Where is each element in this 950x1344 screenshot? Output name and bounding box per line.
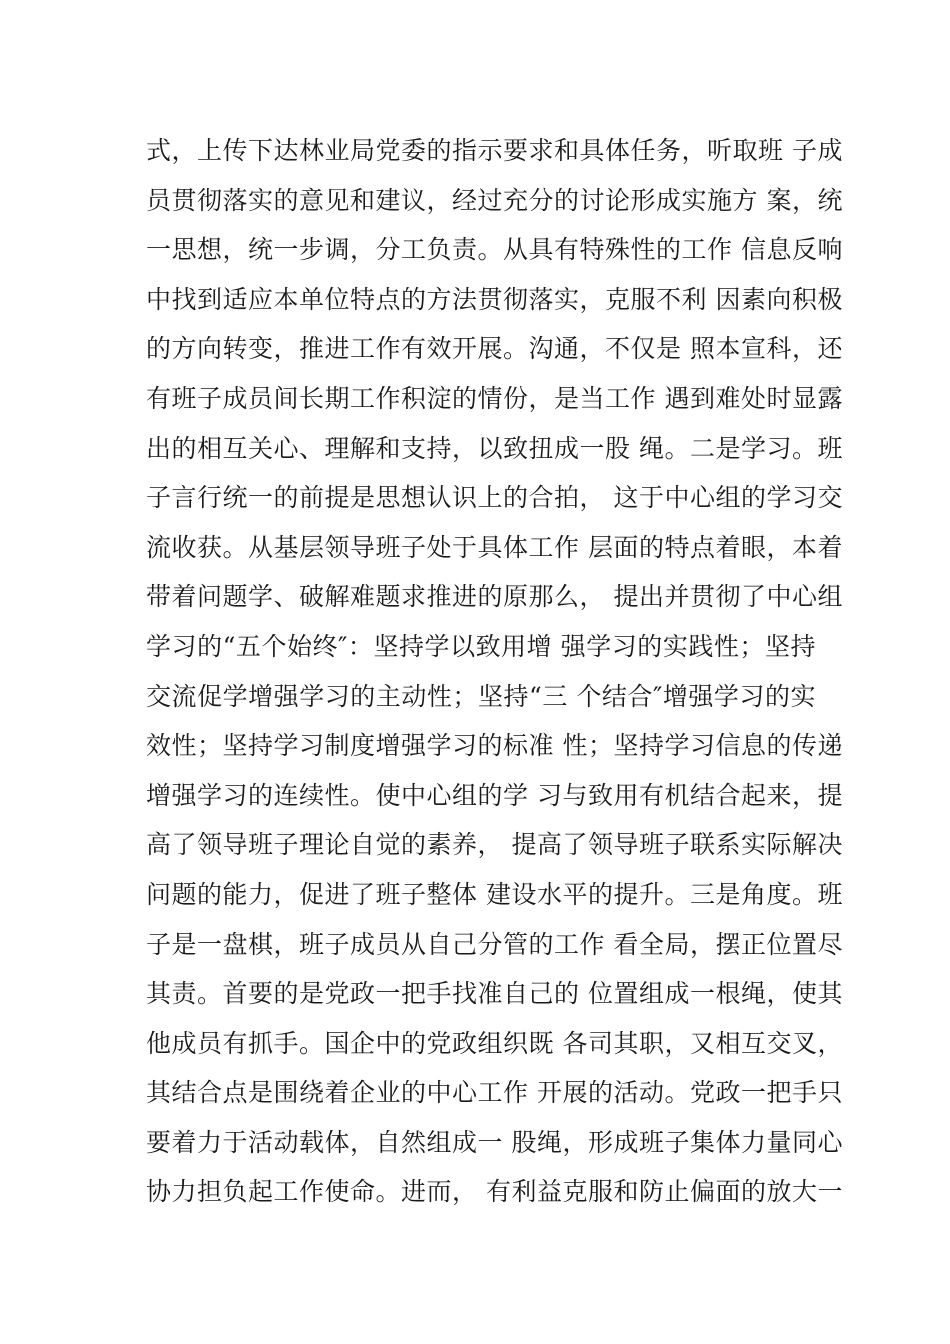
text-line: 一思想，统一步调，分工负责。从具有特殊性的工作 信息反响 bbox=[146, 235, 843, 265]
text-line: 效性；坚持学习制度增强学习的标准 性；坚持学习信息的传递 bbox=[146, 731, 843, 761]
text-line: 流收获。从基层领导班子处于具体工作 层面的特点着眼，本着 bbox=[146, 532, 843, 562]
text-line: 带着问题学、破解难题求推进的原那么， 提出并贯彻了中心组 bbox=[146, 582, 843, 612]
text-line: 有班子成员间长期工作积淀的情份，是当工作 遇到难处时显露 bbox=[146, 383, 843, 413]
text-line: 要着力于活动载体，自然组成一 股绳，形成班子集体力量同心 bbox=[146, 1127, 843, 1157]
text-line: 其责。首要的是党政一把手找准自己的 位置组成一根绳，使其 bbox=[146, 979, 843, 1009]
text-line: 其结合点是围绕着企业的中心工作 开展的活动。党政一把手只 bbox=[146, 1078, 843, 1108]
text-line: 子言行统一的前提是思想认识上的合拍， 这于中心组的学习交 bbox=[146, 483, 843, 513]
text-line: 的方向转变，推进工作有效开展。沟通，不仅是 照本宣科，还 bbox=[146, 334, 843, 364]
body-text bbox=[146, 126, 843, 1217]
text-line: 协力担负起工作使命。进而， 有利益克服和防止偏面的放大一 bbox=[146, 1177, 843, 1207]
text-line: 中找到适应本单位特点的方法贯彻落实，克服不利 因素向积极 bbox=[146, 284, 843, 314]
text-line: 式，上传下达林业局党委的指示要求和具体任务，听取班 子成 bbox=[146, 136, 843, 165]
text-line: 学习的“五个始终″：坚持学以致用增 强学习的实践性；坚持 bbox=[146, 631, 816, 661]
text-line: 子是一盘棋，班子成员从自己分管的工作 看全局，摆正位置尽 bbox=[146, 929, 843, 959]
text-line: 增强学习的连续性。使中心组的学 习与致用有机结合起来，提 bbox=[146, 780, 843, 810]
text-line: 出的相互关心、理解和支持，以致扭成一股 绳。二是学习。班 bbox=[146, 433, 843, 463]
text-line: 问题的能力，促进了班子整体 建设水平的提升。三是角度。班 bbox=[146, 879, 843, 909]
text-line: 高了领导班子理论自觉的素养， 提高了领导班子联系实际解决 bbox=[146, 830, 843, 860]
text-line: 他成员有抓手。国企中的党政组织既 各司其职，又相互交叉， bbox=[146, 1028, 843, 1058]
text-line: 交流促学增强学习的主动性；坚持“三 个结合″增强学习的实 bbox=[146, 681, 816, 711]
text-line: 员贯彻落实的意见和建议，经过充分的讨论形成实施方 案，统 bbox=[146, 185, 843, 215]
